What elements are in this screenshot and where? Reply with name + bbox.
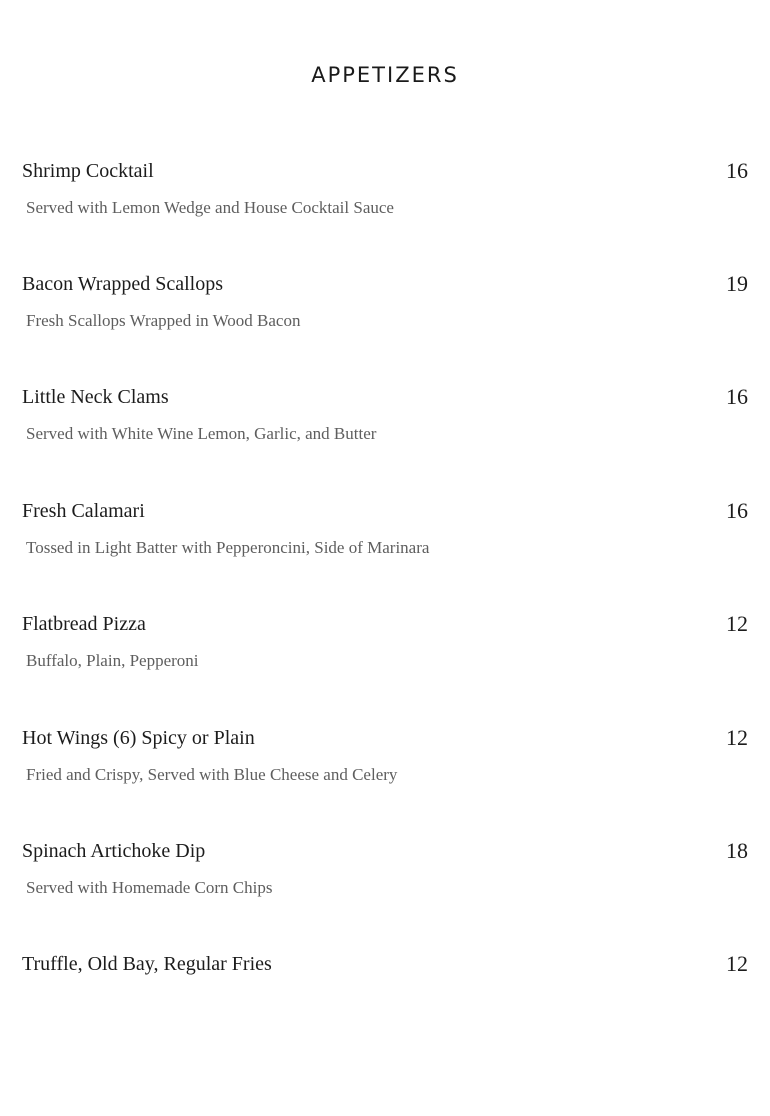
menu-item xyxy=(22,726,748,806)
item-description: Tossed in Light Batter with Pepperoncini, Side of Marinara xyxy=(26,538,430,557)
item-price: 12 xyxy=(726,611,748,636)
menu-item xyxy=(22,159,748,239)
item-description: Fresh Scallops Wrapped in Wood Bacon xyxy=(26,311,301,330)
item-description: Fried and Crispy, Served with Blue Cheese and Celery xyxy=(26,765,398,784)
item-description: Served with Lemon Wedge and House Cocktail Sauce xyxy=(26,198,394,217)
item-description: Served with Homemade Corn Chips xyxy=(26,878,273,897)
item-name: Hot Wings (6) Spicy or Plain xyxy=(22,727,255,749)
item-price: 12 xyxy=(726,725,748,750)
menu-item xyxy=(22,385,748,465)
item-name: Flatbread Pizza xyxy=(22,613,146,635)
item-price: 19 xyxy=(726,271,748,296)
item-price: 16 xyxy=(726,384,748,409)
item-name: Little Neck Clams xyxy=(22,386,169,408)
item-description: Buffalo, Plain, Pepperoni xyxy=(26,651,199,670)
item-price: 12 xyxy=(726,951,748,976)
item-price: 16 xyxy=(726,498,748,523)
section-title: APPETIZERS xyxy=(311,63,459,87)
item-name: Spinach Artichoke Dip xyxy=(22,840,206,862)
menu-item xyxy=(22,839,748,919)
item-price: 18 xyxy=(726,838,748,863)
item-description: Served with White Wine Lemon, Garlic, and Butter xyxy=(26,424,377,443)
item-name: Truffle, Old Bay, Regular Fries xyxy=(22,953,272,975)
item-name: Shrimp Cocktail xyxy=(22,160,154,182)
menu-item xyxy=(22,272,748,352)
menu-item xyxy=(22,612,748,692)
menu-item xyxy=(22,952,748,1032)
item-name: Fresh Calamari xyxy=(22,500,145,522)
item-name: Bacon Wrapped Scallops xyxy=(22,273,223,295)
item-price: 16 xyxy=(726,158,748,183)
menu-item xyxy=(22,499,748,579)
